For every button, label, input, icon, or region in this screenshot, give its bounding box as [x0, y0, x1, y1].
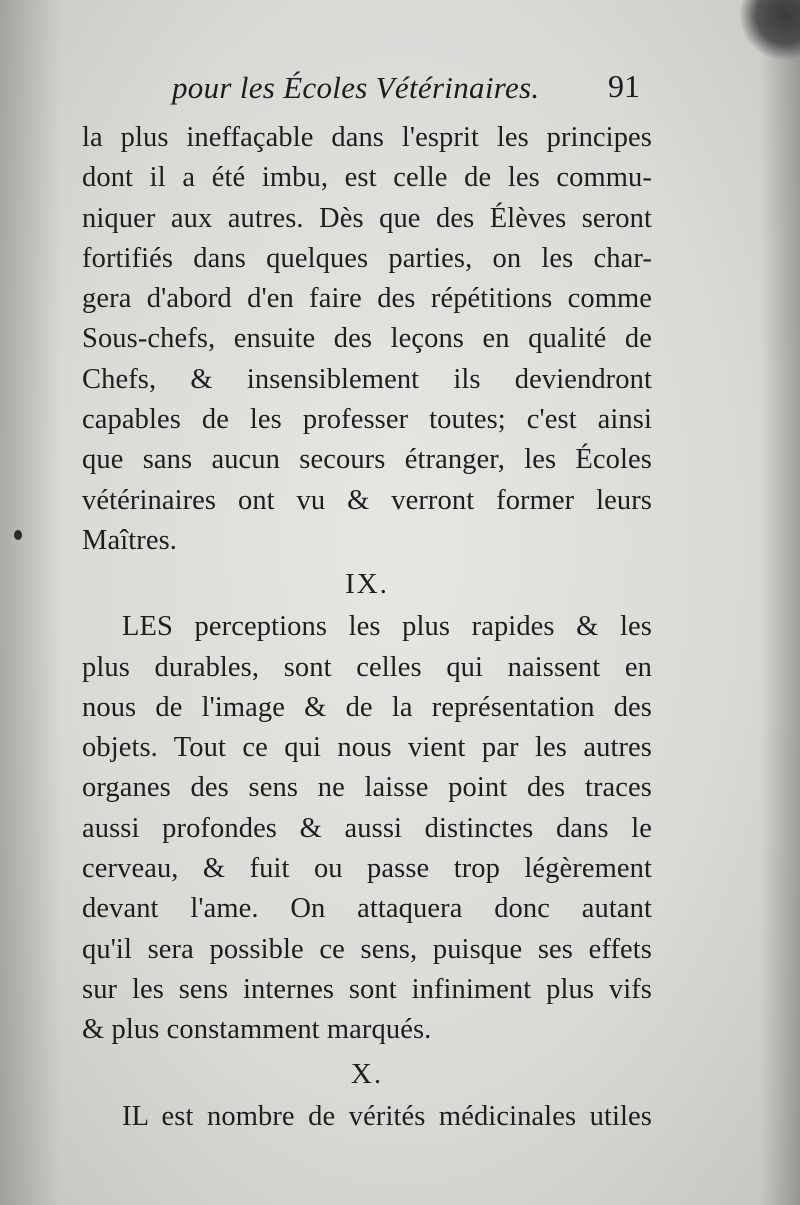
page-number: 91	[608, 68, 640, 104]
body-text	[82, 118, 652, 1137]
text-line: cerveau, & fuit ou passe trop légèrement	[82, 853, 652, 885]
text-line: organes des sens ne laisse point des traces	[82, 772, 652, 804]
text-line: devant l'ame. On attaquera donc autant	[82, 893, 652, 925]
text-line: capables de les professer toutes; c'est ainsi	[82, 404, 652, 436]
text-line: IL est nombre de vérités médicinales utiles	[122, 1100, 652, 1132]
text-line: plus durables, sont celles qui naissent en	[82, 651, 652, 683]
text-line: niquer aux autres. Dès que des Élèves seront	[82, 202, 652, 234]
text-line: que sans aucun secours étranger, les Écoles	[82, 444, 652, 476]
text-line: gera d'abord d'en faire des répétitions comme	[82, 283, 652, 315]
corner-shadow	[740, 0, 800, 60]
text-line: aussi profondes & aussi distinctes dans le	[82, 812, 652, 844]
section-heading-x: X.	[350, 1057, 384, 1090]
paragraph-continuation	[82, 118, 652, 561]
running-title: pour les Écoles Vétérinaires.	[172, 70, 540, 105]
section-heading-ix: IX.	[345, 568, 389, 601]
section-ix-paragraph	[82, 607, 652, 1050]
text-line: & plus constamment marqués.	[82, 1014, 432, 1046]
text-line: vétérinaires ont vu & verront former leurs	[82, 484, 652, 516]
text-line: Sous-chefs, ensuite des leçons en qualité de	[82, 323, 652, 355]
text-line: nous de l'image & de la représentation des	[82, 691, 652, 723]
text-line: qu'il sera possible ce sens, puisque ses effets	[82, 933, 652, 965]
text-line: sur les sens internes sont infiniment plus vifs	[82, 973, 652, 1005]
text-line: LES perceptions les plus rapides & les	[122, 611, 652, 643]
text-line: objets. Tout ce qui nous vient par les autres	[82, 732, 652, 764]
text-line: dont il a été imbu, est celle de les commu-	[82, 162, 652, 194]
text-line: Chefs, & insensiblement ils deviendront	[82, 363, 652, 395]
text-line: la plus ineffaçable dans l'esprit les principes	[82, 122, 652, 153]
page-header	[160, 66, 640, 110]
section-x-paragraph	[82, 1097, 652, 1137]
text-line: Maîtres.	[82, 524, 177, 556]
ink-spot	[14, 530, 22, 540]
text-line: fortifiés dans quelques parties, on les char-	[82, 242, 652, 274]
